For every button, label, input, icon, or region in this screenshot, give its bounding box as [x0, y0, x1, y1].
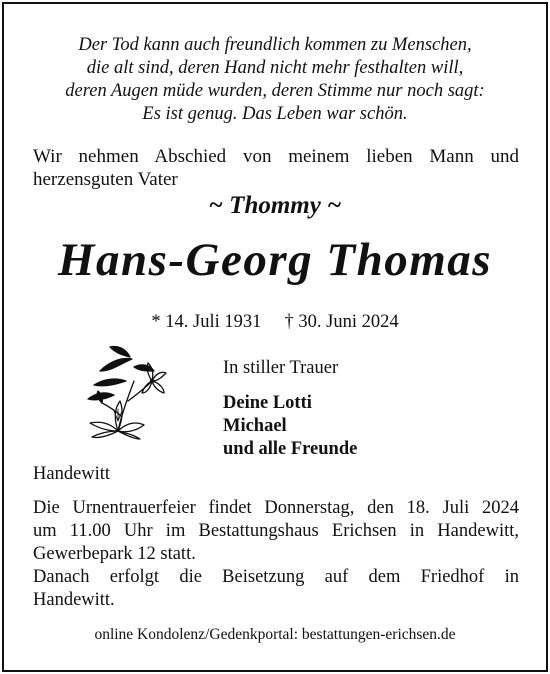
- mourner-name: und alle Freunde: [223, 439, 358, 459]
- mourner-name: Deine Lotti: [223, 393, 312, 413]
- lily-flower-icon: [70, 341, 170, 441]
- service-line: Die Urnentrauerfeier findet Donnerstag, den 18. Juli 2024: [33, 498, 519, 518]
- mourning-label: In stiller Trauer: [223, 358, 339, 378]
- service-line: Danach erfolgt die Beisetzung auf dem Friedhof in: [33, 567, 519, 587]
- mourners-list: [223, 392, 357, 461]
- poem-line: Es ist genug. Das Leben war schön.: [142, 104, 408, 124]
- service-info: [33, 497, 519, 612]
- deceased-name: Hans-Georg Thomas: [57, 234, 493, 286]
- condolence-portal: online Kondolenz/Gedenkportal: bestattungen-erichsen.de: [94, 626, 456, 643]
- life-dates: [0, 310, 550, 334]
- poem-line: die alt sind, deren Hand nicht mehr festhalten will,: [86, 58, 464, 78]
- birth-date: * 14. Juli 1931: [151, 312, 262, 332]
- place: Handewitt: [33, 464, 111, 484]
- service-line: Handewitt.: [33, 590, 115, 610]
- service-line: Gewerbepark 12 statt.: [33, 544, 196, 564]
- poem-line: Der Tod kann auch freundlich kommen zu Menschen,: [78, 35, 472, 55]
- nickname: ~ Thommy ~: [208, 192, 342, 219]
- farewell-intro: Wir nehmen Abschied von meinem lieben Mann und herzensguten Vater: [33, 146, 519, 190]
- poem-line: deren Augen müde wurden, deren Stimme nur noch sagt:: [65, 81, 485, 101]
- mourner-name: Michael: [223, 416, 287, 436]
- poem: [0, 34, 550, 126]
- death-date: † 30. Juni 2024: [284, 312, 399, 332]
- service-line: um 11.00 Uhr im Bestattungshaus Erichsen in Handewitt,: [33, 521, 519, 541]
